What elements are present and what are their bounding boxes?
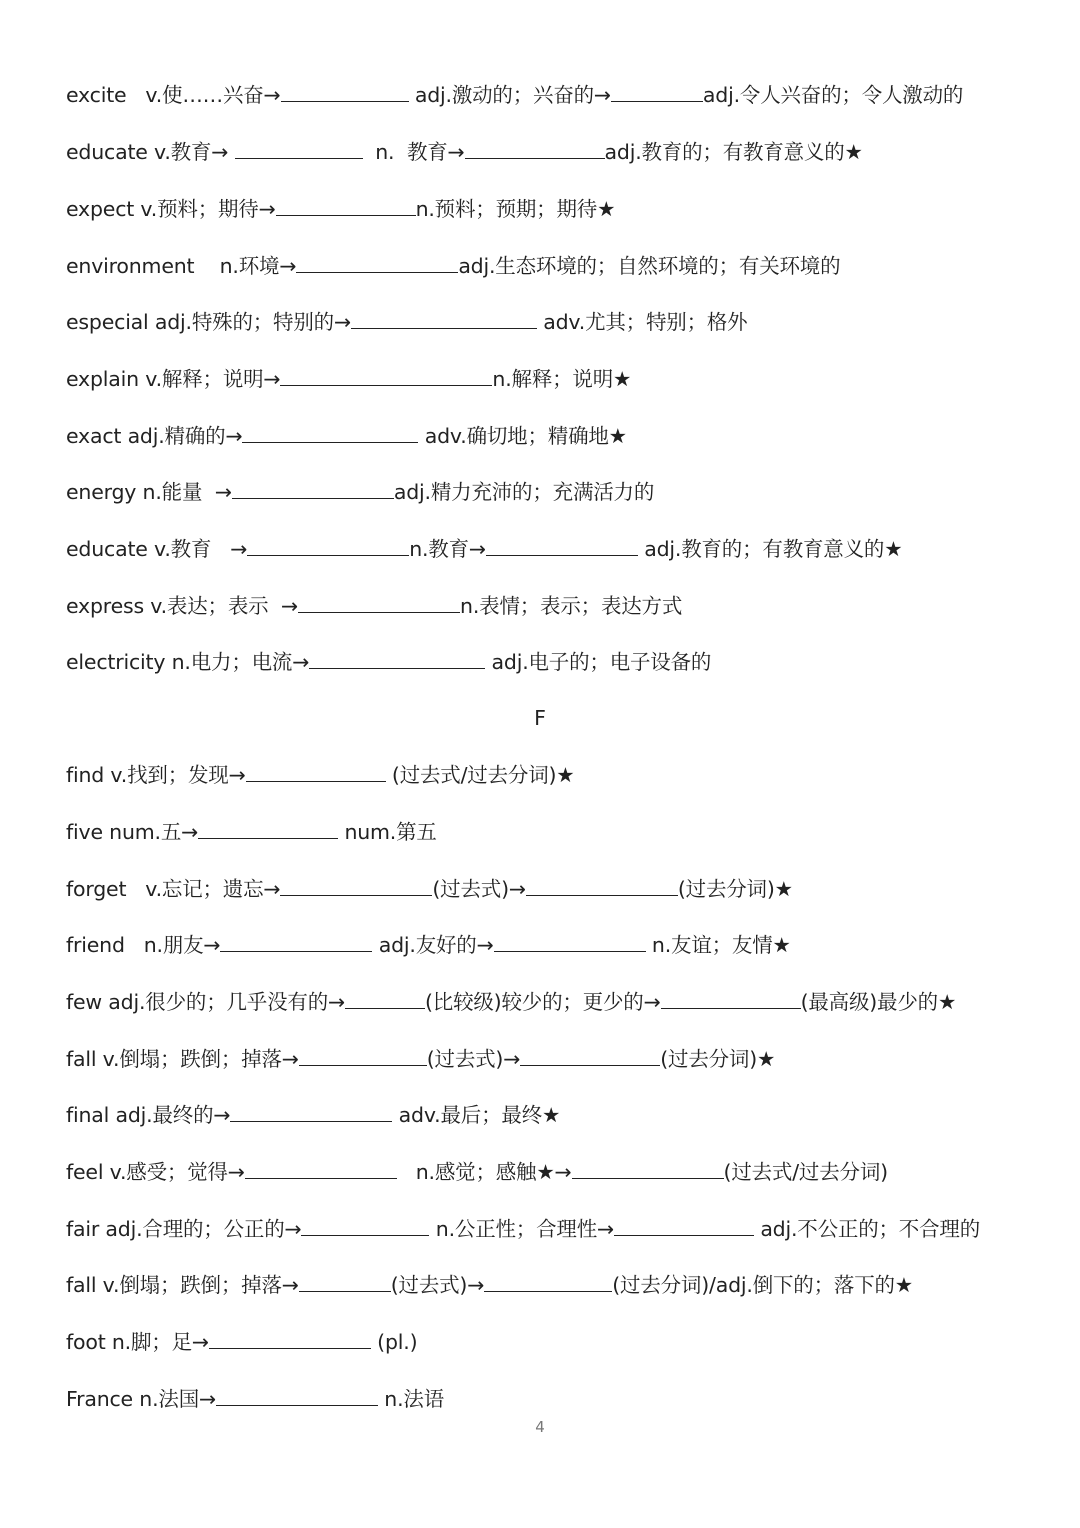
answer-blank[interactable]: [276, 195, 416, 216]
vocab-line-explain: [66, 361, 631, 397]
answer-blank[interactable]: [614, 1215, 754, 1236]
vocab-text: (过去分词)★: [660, 1047, 776, 1071]
vocab-line-exact: [66, 418, 627, 454]
vocab-text: (pl.): [370, 1330, 418, 1354]
vocab-line-environment: [66, 248, 840, 284]
vocab-text: find v.找到；发现→: [66, 763, 246, 787]
vocab-text: n. 教育→: [362, 140, 465, 164]
answer-blank[interactable]: [209, 1328, 371, 1349]
vocab-line-energy: [66, 474, 654, 510]
vocab-text: n.感觉；感触★→: [396, 1160, 572, 1184]
vocab-line-friend: [66, 927, 791, 963]
vocab-text: n.公正性；合理性→: [429, 1217, 614, 1241]
answer-blank[interactable]: [281, 81, 409, 102]
answer-blank[interactable]: [572, 1158, 724, 1179]
vocab-line-forget: [66, 871, 793, 907]
vocab-line-five: [66, 814, 437, 850]
answer-blank[interactable]: [484, 1271, 612, 1292]
vocab-text: (比较级)较少的；更少的→: [424, 990, 661, 1014]
vocab-text: forget v.忘记；遗忘→: [66, 877, 281, 901]
vocab-text: five num.五→: [66, 820, 199, 844]
vocab-text: (过去式)→: [426, 1047, 521, 1071]
vocab-line-educate-1: [66, 134, 863, 170]
vocab-text: adj.教育的；有教育意义的★: [604, 140, 863, 164]
answer-blank[interactable]: [309, 648, 485, 669]
vocab-text: educate v.教育→: [66, 140, 235, 164]
vocab-line-find: [66, 757, 574, 793]
vocab-text: express v.表达；表示 →: [66, 594, 299, 618]
vocab-text: (过去分词)/adj.倒下的；落下的★: [612, 1273, 913, 1297]
answer-blank[interactable]: [351, 308, 537, 329]
vocab-text: electricity n.电力；电流→: [66, 650, 310, 674]
answer-blank[interactable]: [465, 138, 605, 159]
vocab-text: fair adj.合理的；公正的→: [66, 1217, 302, 1241]
vocab-line-few: [66, 984, 956, 1020]
vocab-text: (过去式/过去分词): [723, 1160, 888, 1184]
answer-blank[interactable]: [296, 252, 458, 273]
vocab-text: fall v.倒塌；跌倒；掉落→: [66, 1047, 299, 1071]
answer-blank[interactable]: [299, 1271, 391, 1292]
vocab-text: adj.生态环境的；自然环境的；有关环境的: [458, 254, 841, 278]
answer-blank[interactable]: [216, 1385, 378, 1406]
answer-blank[interactable]: [245, 1158, 397, 1179]
vocab-line-fair: [66, 1211, 980, 1247]
section-heading: F: [534, 706, 546, 730]
vocab-text: num.第五: [338, 820, 437, 844]
answer-blank[interactable]: [520, 1045, 660, 1066]
vocab-line-france: [66, 1381, 444, 1417]
vocab-text: excite v.使……兴奋→: [66, 83, 281, 107]
vocab-text: (过去式)→: [390, 1273, 485, 1297]
vocab-text: adj.友好的→: [372, 933, 494, 957]
answer-blank[interactable]: [611, 81, 703, 102]
answer-blank[interactable]: [526, 875, 678, 896]
vocab-text: expect v.预料；期待→: [66, 197, 276, 221]
vocab-text: feel v.感受；觉得→: [66, 1160, 245, 1184]
vocab-text: friend n.朋友→: [66, 933, 221, 957]
vocab-text: adj.精力充沛的；充满活力的: [393, 480, 655, 504]
vocab-text: n.法语: [377, 1387, 444, 1411]
vocab-text: (过去分词)★: [677, 877, 793, 901]
vocab-text: n.教育→: [409, 537, 486, 561]
vocab-text: adj.激动的；兴奋的→: [408, 83, 611, 107]
vocab-text: n.预料；预期；期待★: [415, 197, 616, 221]
answer-blank[interactable]: [661, 988, 801, 1009]
vocab-line-electricity: [66, 644, 711, 680]
answer-blank[interactable]: [301, 1215, 429, 1236]
answer-blank[interactable]: [246, 761, 386, 782]
answer-blank[interactable]: [299, 1045, 427, 1066]
vocab-text: adj.教育的；有教育意义的★: [637, 537, 903, 561]
page-number: 4: [535, 1418, 545, 1436]
vocab-line-expect: [66, 191, 615, 227]
vocab-line-final: [66, 1097, 560, 1133]
vocab-line-feel: [66, 1154, 888, 1190]
vocab-text: energy n.能量 →: [66, 480, 232, 504]
vocab-text: n.友谊；友情★: [645, 933, 791, 957]
answer-blank[interactable]: [280, 365, 492, 386]
answer-blank[interactable]: [494, 931, 646, 952]
vocab-text: foot n.脚；足→: [66, 1330, 209, 1354]
vocab-text: n.表情；表示；表达方式: [460, 594, 683, 618]
vocab-text: especial adj.特殊的；特别的→: [66, 310, 351, 334]
answer-blank[interactable]: [247, 535, 409, 556]
answer-blank[interactable]: [232, 478, 394, 499]
answer-blank[interactable]: [220, 931, 372, 952]
vocab-line-fall-2: [66, 1267, 913, 1303]
vocab-line-express: [66, 588, 682, 624]
vocab-text: adj.电子的；电子设备的: [485, 650, 712, 674]
vocab-text: (最高级)最少的★: [800, 990, 957, 1014]
vocab-text: fall v.倒塌；跌倒；掉落→: [66, 1273, 299, 1297]
answer-blank[interactable]: [242, 422, 418, 443]
vocab-text: environment n.环境→: [66, 254, 297, 278]
vocab-text: adv.尤其；特别；格外: [536, 310, 748, 334]
answer-blank[interactable]: [235, 138, 363, 159]
vocab-text: France n.法国→: [66, 1387, 216, 1411]
vocab-line-foot: [66, 1324, 417, 1360]
answer-blank[interactable]: [345, 988, 425, 1009]
vocab-text: adj.令人兴奋的；令人激动的: [702, 83, 964, 107]
vocab-text: adv.确切地；精确地★: [418, 424, 627, 448]
vocab-text: adj.不公正的；不合理的: [754, 1217, 981, 1241]
vocab-text: final adj.最终的→: [66, 1103, 231, 1127]
answer-blank[interactable]: [280, 875, 432, 896]
vocab-line-fall-1: [66, 1041, 775, 1077]
vocab-text: few adj.很少的；几乎没有的→: [66, 990, 345, 1014]
vocab-line-especial: [66, 304, 747, 340]
answer-blank[interactable]: [230, 1101, 392, 1122]
vocab-line-educate-2: [66, 531, 902, 567]
answer-blank[interactable]: [198, 818, 338, 839]
vocab-text: exact adj.精确的→: [66, 424, 243, 448]
vocab-text: adv.最后；最终★: [392, 1103, 561, 1127]
vocab-text: educate v.教育 →: [66, 537, 248, 561]
vocab-text: (过去式)→: [432, 877, 526, 901]
answer-blank[interactable]: [486, 535, 638, 556]
vocab-line-excite: [66, 77, 963, 113]
vocab-text: explain v.解释；说明→: [66, 367, 281, 391]
vocab-text: n.解释；说明★: [492, 367, 632, 391]
answer-blank[interactable]: [298, 592, 460, 613]
vocab-text: (过去式/过去分词)★: [385, 763, 575, 787]
